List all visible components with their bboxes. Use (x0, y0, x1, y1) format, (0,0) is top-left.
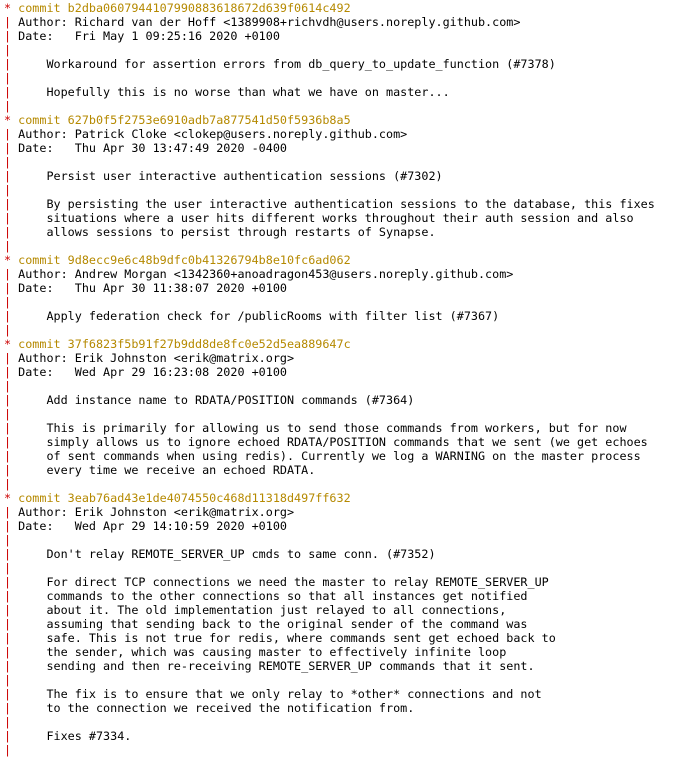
graph-pipe-marker: | (4, 659, 19, 673)
graph-pipe-marker: | (4, 701, 19, 715)
message-line (4, 603, 692, 617)
date-text: Date: Wed Apr 29 14:10:59 2020 +0100 (18, 519, 287, 533)
graph-node-marker: * (4, 253, 19, 267)
graph-pipe-marker: | (4, 561, 12, 575)
graph-pipe-marker: | (4, 43, 12, 57)
graph-pipe-marker: | (4, 379, 12, 393)
message-text: allows sessions to persist through restarts of Synapse. (18, 225, 436, 239)
graph-pipe-marker: | (4, 743, 12, 757)
date-text: Date: Fri May 1 09:25:16 2020 +0100 (18, 29, 280, 43)
author-line (4, 15, 692, 29)
author-text: Author: Erik Johnston <erik@matrix.org> (18, 505, 295, 519)
graph-node-marker: * (4, 113, 19, 127)
graph-pipe-marker: | (4, 239, 12, 253)
graph-pipe-marker: | (4, 631, 19, 645)
graph-spacer-line (4, 379, 692, 393)
graph-pipe-marker: | (4, 141, 19, 155)
date-line (4, 281, 692, 295)
graph-node-marker: * (4, 337, 19, 351)
graph-pipe-marker: | (4, 435, 19, 449)
author-text: Author: Patrick Cloke <clokep@users.noreply.github.com> (18, 127, 408, 141)
message-line (4, 435, 692, 449)
graph-spacer-line (4, 533, 692, 547)
message-text: sending and then re-receiving REMOTE_SERVER_UP commands that it sent. (18, 659, 535, 673)
date-line (4, 141, 692, 155)
graph-pipe-marker: | (4, 463, 19, 477)
message-text: By persisting the user interactive authentication sessions to the database, this fixes (18, 197, 655, 211)
message-text: Apply federation check for /publicRooms with filter list (#7367) (18, 309, 500, 323)
graph-pipe-marker: | (4, 533, 12, 547)
graph-pipe-marker: | (4, 155, 12, 169)
message-line (4, 211, 692, 225)
graph-pipe-marker: | (4, 519, 19, 533)
date-text: Date: Wed Apr 29 16:23:08 2020 +0100 (18, 365, 287, 379)
graph-pipe-marker: | (4, 29, 19, 43)
graph-pipe-marker: | (4, 589, 19, 603)
graph-pipe-marker: | (4, 547, 19, 561)
message-text: safe. This is not true for redis, where commands sent get echoed back to (18, 631, 556, 645)
graph-spacer-line (4, 155, 692, 169)
message-line (4, 729, 692, 743)
graph-spacer-line (4, 561, 692, 575)
graph-pipe-marker: | (4, 183, 12, 197)
author-line (4, 505, 692, 519)
graph-node-marker: * (4, 1, 19, 15)
commit-line (4, 113, 692, 127)
graph-pipe-marker: | (4, 351, 19, 365)
message-text: Hopefully this is no worse than what we have on master... (18, 85, 450, 99)
graph-spacer-line (4, 323, 692, 337)
message-text: Fixes #7334. (18, 729, 132, 743)
message-text: of sent commands when using redis). Currently we log a WARNING on the master process (18, 449, 641, 463)
message-line (4, 85, 692, 99)
message-line (4, 547, 692, 561)
graph-pipe-marker: | (4, 71, 12, 85)
graph-pipe-marker: | (4, 197, 19, 211)
message-text: This is primarily for allowing us to send those commands from workers, but for now (18, 421, 627, 435)
message-line (4, 393, 692, 407)
graph-pipe-marker: | (4, 603, 19, 617)
author-text: Author: Erik Johnston <erik@matrix.org> (18, 351, 295, 365)
message-line (4, 225, 692, 239)
message-text: situations where a user hits different works throughout their auth session and also (18, 211, 634, 225)
graph-pipe-marker: | (4, 715, 12, 729)
message-line (4, 617, 692, 631)
graph-spacer-line (4, 183, 692, 197)
graph-pipe-marker: | (4, 729, 19, 743)
commit-line (4, 337, 692, 351)
message-line (4, 659, 692, 673)
graph-pipe-marker: | (4, 645, 19, 659)
graph-pipe-marker: | (4, 477, 12, 491)
message-text: The fix is to ensure that we only relay to *other* connections and not (18, 687, 542, 701)
message-text: For direct TCP connections we need the master to relay REMOTE_SERVER_UP (18, 575, 549, 589)
message-text: Don't relay REMOTE_SERVER_UP cmds to same conn. (#7352) (18, 547, 436, 561)
graph-pipe-marker: | (4, 127, 19, 141)
graph-pipe-marker: | (4, 267, 19, 281)
author-text: Author: Richard van der Hoff <1389908+richvdh@users.noreply.github.com> (18, 15, 521, 29)
message-text: Persist user interactive authentication sessions (#7302) (18, 169, 443, 183)
message-text: the sender, which was causing master to effectively infinite loop (18, 645, 507, 659)
graph-pipe-marker: | (4, 505, 19, 519)
message-line (4, 169, 692, 183)
date-line (4, 29, 692, 43)
date-line (4, 365, 692, 379)
graph-pipe-marker: | (4, 281, 19, 295)
graph-pipe-marker: | (4, 617, 19, 631)
message-line (4, 645, 692, 659)
graph-pipe-marker: | (4, 211, 19, 225)
graph-pipe-marker: | (4, 449, 19, 463)
message-line (4, 589, 692, 603)
message-text: about it. The old implementation just relayed to all connections, (18, 603, 507, 617)
graph-spacer-line (4, 239, 692, 253)
commit-line (4, 1, 692, 15)
graph-pipe-marker: | (4, 687, 19, 701)
commit-hash: commit 3eab76ad43e1de4074550c468d11318d497ff632 (18, 491, 351, 505)
author-line (4, 127, 692, 141)
message-line (4, 309, 692, 323)
graph-pipe-marker: | (4, 85, 19, 99)
graph-pipe-marker: | (4, 225, 19, 239)
graph-spacer-line (4, 71, 692, 85)
graph-pipe-marker: | (4, 673, 12, 687)
date-text: Date: Thu Apr 30 13:47:49 2020 -0400 (18, 141, 287, 155)
message-line (4, 449, 692, 463)
author-text: Author: Andrew Morgan <1342360+anoadragon453@users.noreply.github.com> (18, 267, 514, 281)
message-text: simply allows us to ignore echoed RDATA/POSITION commands that we sent (we get echoes (18, 435, 648, 449)
commit-line (4, 491, 692, 505)
graph-spacer-line (4, 99, 692, 113)
graph-spacer-line (4, 43, 692, 57)
commit-hash: commit 627b0f5f2753e6910adb7a877541d50f5936b8a5 (18, 113, 351, 127)
graph-node-marker: * (4, 491, 19, 505)
message-line (4, 463, 692, 477)
author-line (4, 267, 692, 281)
message-line (4, 687, 692, 701)
graph-spacer-line (4, 477, 692, 491)
graph-spacer-line (4, 295, 692, 309)
commit-line (4, 253, 692, 267)
graph-spacer-line (4, 715, 692, 729)
graph-spacer-line (4, 673, 692, 687)
graph-spacer-line (4, 743, 692, 757)
message-line (4, 197, 692, 211)
graph-pipe-marker: | (4, 169, 19, 183)
graph-pipe-marker: | (4, 393, 19, 407)
message-line (4, 701, 692, 715)
graph-pipe-marker: | (4, 421, 19, 435)
date-text: Date: Thu Apr 30 11:38:07 2020 +0100 (18, 281, 287, 295)
commit-hash: commit b2dba0607944107990883618672d639f0614c492 (18, 1, 351, 15)
graph-pipe-marker: | (4, 309, 19, 323)
message-line (4, 421, 692, 435)
graph-pipe-marker: | (4, 365, 19, 379)
author-line (4, 351, 692, 365)
message-line (4, 631, 692, 645)
message-text: every time we receive an echoed RDATA. (18, 463, 316, 477)
commit-hash: commit 37f6823f5b91f27b9dd8de8fc0e52d5ea889647c (18, 337, 351, 351)
message-text: to the connection we received the notification from. (18, 701, 415, 715)
date-line (4, 519, 692, 533)
message-text: Workaround for assertion errors from db_query_to_update_function (#7378) (18, 57, 556, 71)
graph-pipe-marker: | (4, 57, 19, 71)
graph-pipe-marker: | (4, 15, 19, 29)
message-text: Add instance name to RDATA/POSITION commands (#7364) (18, 393, 415, 407)
graph-pipe-marker: | (4, 323, 12, 337)
message-text: commands to the other connections so that all instances get notified (18, 589, 528, 603)
message-line (4, 57, 692, 71)
graph-pipe-marker: | (4, 295, 12, 309)
message-text: assuming that sending back to the original sender of the command was (18, 617, 528, 631)
graph-pipe-marker: | (4, 99, 12, 113)
graph-pipe-marker: | (4, 575, 19, 589)
graph-spacer-line (4, 407, 692, 421)
message-line (4, 575, 692, 589)
graph-pipe-marker: | (4, 407, 12, 421)
commit-hash: commit 9d8ecc9e6c48b9dfc0b41326794b8e10fc6ad062 (18, 253, 351, 267)
